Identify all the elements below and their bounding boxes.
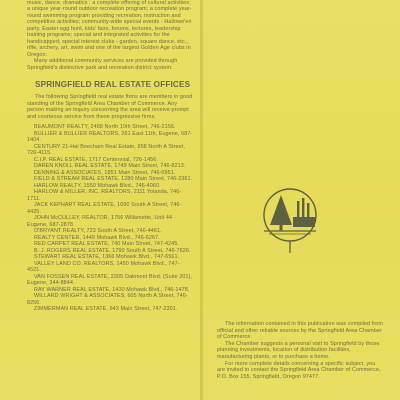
listing-zimmerman: ZIMMERMAN REAL ESTATE, 643 Main Street, 747-2301. (34, 306, 178, 312)
listing-obryant: O'BRYANT REALTY, 723 South A Street, 746-4461. (34, 228, 162, 234)
listing-mcculley: JOHN McCULLEY, REALTOR, 1756 Willamette, Unit 44 Eugene, 687-2878. (27, 215, 173, 228)
listing-realty-center: REALTY CENTER, 1449 Mohawk Blvd., 746-6267. (34, 234, 160, 241)
contact-paragraph: For more complete details concerning a specific subject, you are invited to contact the Springfield Area Chamber of Commerce, P.O. Box 155, Springfield, Oregon 97477. (217, 360, 381, 380)
listing-ray-warner: RAY WARNER REAL ESTATE, 1430 Mohawk Blvd., 746-1478. (34, 286, 190, 293)
listing-van-fossen: VAN FOSSEN REAL ESTATE, 2305 Oakmont Blvd. (Suite 201), Eugene, 344-8844. (27, 273, 193, 286)
listing-field-stream: FIELD & STREAM REAL ESTATE, 1280 Main Street, 746-2361. (34, 176, 193, 182)
visit-paragraph: The Chamber suggests a personal visit to Springfield by those planning investments, location of distribution facilities, manufacturing plants, or to purchase a home. (217, 340, 380, 360)
real-estate-heading: SPRINGFIELD REAL ESTATE OFFICES (35, 80, 191, 89)
recreation-paragraph: music, dance, dramatics ; a complete offering of cultural activities; a unique year-round outdoor recreation program; a complete year-round swimming program providing recreation, instruction and competitive activities; community-wide special events - Hallowe'en party, Easter egg hunt, kids' fairs, forums, lectures, leadership training programs; special and integrated activities for the handicapped; special interest clubs - garden, square dance, etc., rifle, archery, art, swim and one of the largest Golden Age clubs in Oregon. (27, 0, 192, 58)
center-fold (200, 0, 202, 400)
listing-denning: DENNING & ASSOCIATES, 1851 Main Street, 746-0951. (34, 169, 176, 176)
listing-willard-wright: WILLARD WRIGHT & ASSOCIATES, 605 North A Street, 746-8256. (27, 293, 188, 306)
community-services-paragraph: Many additional community services are provided through Springfield's distinctive park and recreation district system. (27, 58, 178, 71)
left-column (27, 0, 193, 313)
listing-cip: C.I.P. REAL ESTATE, 1717 Centennial, 726-1456. (34, 156, 158, 163)
listing-stewart: STEWART REAL ESTATE, 1366 Mohawk Blvd., 747-6561. (34, 254, 180, 260)
tree-and-mill-emblem-icon (259, 183, 323, 255)
listing-beaumont: BEAUMONT REALTY, 2468 North 10th Street, 746-2156. (34, 124, 176, 130)
listing-century21: CENTURY 21-Hal Boecham Real Estate, 858 North A Street, 726-4115. (27, 143, 185, 156)
recreation-text (27, 0, 193, 71)
real-estate-listings (27, 124, 193, 313)
listing-harlow-miller: HARLOW & MILLER, INC. REALTORS, 2111 Yolanda, 746-1711. (27, 189, 182, 202)
listing-daren-knoll: DAREN KNOLL REAL ESTATE, 1749 Main Street, 746-8213. (34, 163, 186, 169)
source-paragraph: The information contained in this publication was compiled from official and other reliable sources by the Springfield Area Chamber of Commerce. (217, 321, 383, 341)
listing-valley-land: VALLEY LAND CO. REALTORS, 1450 Mohawk Blvd., 747-4521. (27, 260, 180, 273)
listing-harlow-realty: HARLOW REALTY, 1550 Mohawk Blvd., 746-4060. (34, 182, 161, 189)
real-estate-intro: The following Springfield real estate firms are members in good standing of the Springfield Area Chamber of Commerce. Any person making an inquiry concerning the area will receive prompt and courteous service from these progressive firms. (27, 94, 193, 120)
listing-red-carpet: RED CARPET REAL ESTATE, 740 Main Street, 747-4245. (34, 241, 180, 247)
listing-rogers: B. J. ROGERS REAL ESTATE, 1790 South A Street, 746-7626. (34, 247, 191, 254)
right-column (217, 321, 383, 380)
listing-bullier: BULLIER & BULLIER REALTORS, 261 East 11th, Eugene, 687-1404. (27, 130, 193, 143)
listing-kephart: JACK KEPHART REAL ESTATE, 1690 South A Street, 746-4425. (27, 202, 182, 215)
